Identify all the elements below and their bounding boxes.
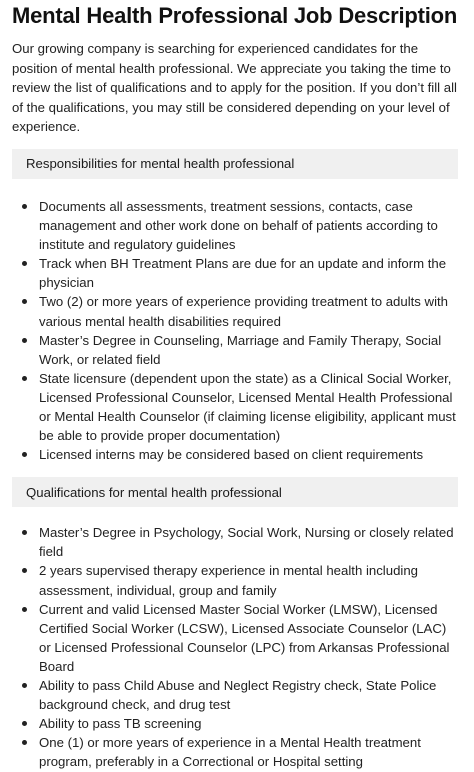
list-item-text: Documents all assessments, treatment sessions, contacts, case management and other work done on behalf of patients according to institute and regulatory guidelines xyxy=(39,198,438,253)
bullet-dot xyxy=(22,607,27,612)
bullet-dot xyxy=(22,530,27,535)
bullet-dot xyxy=(22,299,27,304)
bullet-dot xyxy=(22,204,27,209)
list-item xyxy=(39,676,458,714)
list-item-text: Licensed interns may be considered based on client requirements xyxy=(39,447,424,463)
bullet-dot xyxy=(22,740,27,745)
list-item xyxy=(39,523,458,561)
list-item-text: State licensure (dependent upon the state) as a Clinical Social Worker, Licensed Professional Counselor, Licensed Mental Health Professional or Mental Health Counselor (if claiming license eligibility, applicant must be able to provide proper documentation) xyxy=(39,370,456,444)
list-item-text: Ability to pass Child Abuse and Neglect Registry check, State Police background check, and drug test xyxy=(39,678,437,713)
qualifications-list xyxy=(12,523,458,771)
list-item xyxy=(39,292,458,330)
bullet-dot xyxy=(22,683,27,688)
list-item xyxy=(39,369,458,445)
responsibilities-list xyxy=(12,197,458,464)
qualifications-heading: Qualifications for mental health professional xyxy=(12,477,458,507)
bullet-dot xyxy=(22,376,27,381)
bullet-dot xyxy=(22,568,27,573)
list-item xyxy=(39,600,458,676)
list-item-text: One (1) or more years of experience in a Mental Health treatment program, preferably in a Correctional or Hospital setting xyxy=(39,735,421,770)
list-item xyxy=(39,254,458,292)
list-item xyxy=(39,733,458,771)
list-item xyxy=(39,197,458,254)
intro-paragraph: Our growing company is searching for experienced candidates for the position of mental health professional. We appreciate you taking the time to review the list of qualifications and to apply for the position. If you don’t fill all of the qualifications, you may still be considered depending on your level of experience. xyxy=(12,41,457,135)
list-item-text: Two (2) or more years of experience providing treatment to adults with various mental health disabilities required xyxy=(39,294,448,329)
bullet-dot xyxy=(22,721,27,726)
list-item-text: Master’s Degree in Psychology, Social Work, Nursing or closely related field xyxy=(39,525,454,560)
list-item-text: Track when BH Treatment Plans are due for an update and inform the physician xyxy=(39,256,447,291)
bullet-dot xyxy=(22,338,27,343)
responsibilities-heading: Responsibilities for mental health professional xyxy=(12,149,458,179)
bullet-dot xyxy=(22,261,27,266)
page-title: Mental Health Professional Job Description xyxy=(12,3,458,28)
list-item xyxy=(39,445,458,464)
list-item xyxy=(39,331,458,369)
list-item-text: Master’s Degree in Counseling, Marriage and Family Therapy, Social Work, or related field xyxy=(39,332,442,367)
list-item-text: Current and valid Licensed Master Social Worker (LMSW), Licensed Certified Social Worker (LCSW), Licensed Associate Counselor (LAC) or Licensed Professional Counselor (LPC) from Arkansas Professional Board xyxy=(39,601,450,674)
list-item xyxy=(39,714,458,733)
list-item-text: Ability to pass TB screening xyxy=(39,716,202,732)
bullet-dot xyxy=(22,452,27,457)
list-item-text: 2 years supervised therapy experience in mental health including assessment, individual, group and family xyxy=(39,563,418,598)
list-item xyxy=(39,561,458,599)
